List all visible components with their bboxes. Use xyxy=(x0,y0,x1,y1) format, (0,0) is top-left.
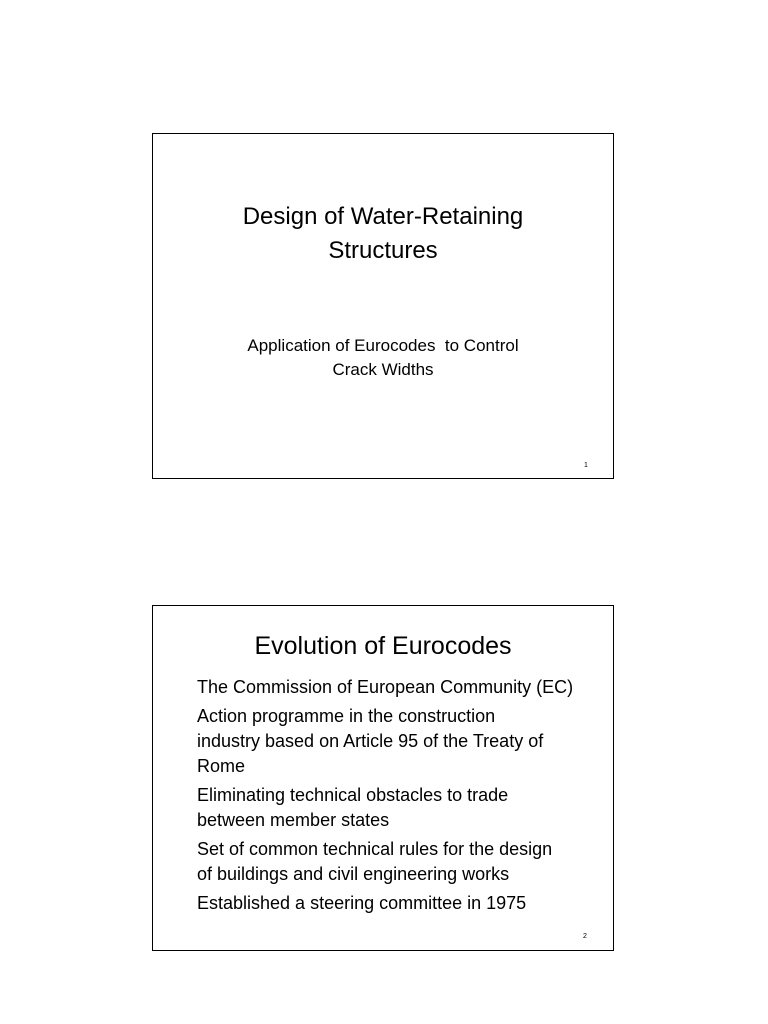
bullet-line: of buildings and civil engineering works xyxy=(197,864,510,884)
slide-subtitle-line: Crack Widths xyxy=(332,360,434,379)
slide-subtitle xyxy=(153,334,613,382)
slide-title xyxy=(153,200,613,268)
bullet-line: between member states xyxy=(197,810,390,830)
bullet-line: The Commission of European Community (EC) xyxy=(197,677,574,697)
bullet-line: Set of common technical rules for the design xyxy=(197,839,553,859)
bullet-list xyxy=(197,675,597,920)
slide-subtitle-line: Application of Eurocodes to Control xyxy=(247,336,519,355)
bullet-line: Eliminating technical obstacles to trade xyxy=(197,785,509,805)
bullet-line: industry based on Article 95 of the Treaty of xyxy=(197,731,544,751)
bullet-item xyxy=(197,891,597,916)
slide-2 xyxy=(152,605,614,951)
slide-title-line: Structures xyxy=(328,237,438,264)
slide-number: 2 xyxy=(583,933,587,940)
bullet-line: Action programme in the construction xyxy=(197,706,496,726)
bullet-item xyxy=(197,837,597,887)
bullet-item xyxy=(197,783,597,833)
slide-number: 1 xyxy=(584,462,588,469)
bullet-line: Rome xyxy=(197,756,246,776)
bullet-line: Established a steering committee in 1975 xyxy=(197,893,527,913)
slide-1 xyxy=(152,133,614,479)
bullet-item xyxy=(197,704,597,779)
slide-title: Evolution of Eurocodes xyxy=(254,632,512,660)
slide-title-line: Design of Water-Retaining xyxy=(242,203,524,230)
bullet-item xyxy=(197,675,597,700)
